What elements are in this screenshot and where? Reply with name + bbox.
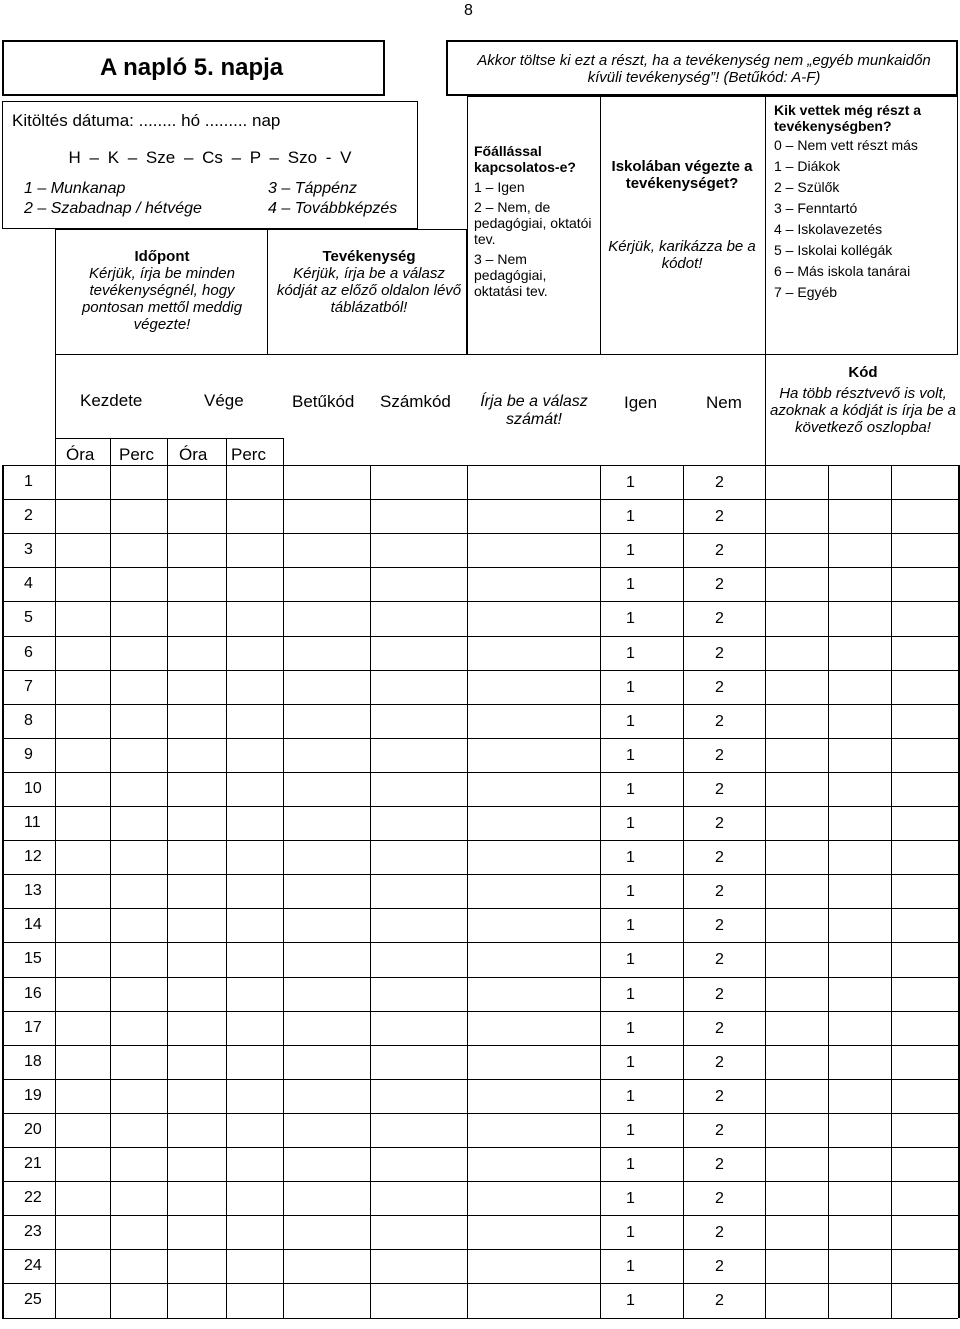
col-ora-1: Óra bbox=[66, 445, 95, 464]
option-igen[interactable]: 1 bbox=[626, 712, 635, 730]
grid-row-line bbox=[2, 772, 958, 773]
option-nem[interactable]: 2 bbox=[715, 1258, 724, 1276]
option-nem[interactable]: 2 bbox=[715, 644, 724, 662]
option-igen[interactable]: 1 bbox=[626, 1258, 635, 1276]
col-kod-title: Kód bbox=[848, 364, 878, 381]
day-type-2: 2 – Szabadnap / hétvége bbox=[24, 200, 202, 217]
tevekenyseg-text: Kérjük, írja be a válasz kódját az előző oldalon lévő táblázatból! bbox=[276, 265, 462, 316]
grid-row-line bbox=[2, 977, 958, 978]
col-kod-block bbox=[770, 364, 956, 436]
day-type-3: 3 – Táppénz bbox=[268, 180, 357, 197]
idopont-text: Kérjük, írja be minden tevékenységnél, hogy pontosan mettől meddig végezte! bbox=[81, 265, 243, 333]
option-nem[interactable]: 2 bbox=[715, 678, 724, 696]
option-nem[interactable]: 2 bbox=[715, 917, 724, 935]
grid-row-line bbox=[2, 840, 958, 841]
date-line[interactable]: Kitöltés dátuma: ........ hó ......... nap bbox=[12, 111, 281, 130]
row-number: 1 bbox=[24, 473, 33, 490]
grid-row-line bbox=[2, 636, 958, 637]
grid-row-line bbox=[2, 1181, 958, 1182]
col-betukod: Betűkód bbox=[292, 392, 355, 411]
col-vege: Vége bbox=[204, 391, 244, 410]
kik-option-6: 6 – Más iskola tanárai bbox=[774, 263, 911, 279]
row-number: 15 bbox=[24, 950, 42, 968]
kik-option-1: 1 – Diákok bbox=[774, 158, 841, 174]
day-type-1: 1 – Munkanap bbox=[24, 180, 126, 197]
foallas-option-1: 1 – Igen bbox=[474, 179, 525, 195]
kik-option-7: 7 – Egyéb bbox=[774, 284, 838, 300]
row-number: 21 bbox=[24, 1155, 42, 1172]
grid-row-line bbox=[2, 942, 958, 943]
option-igen[interactable]: 1 bbox=[626, 815, 635, 832]
right-header-text: Akkor töltse ki ezt a részt, ha a tevékenység nem „egyéb munkaidőn kívüli tevékenység”! (Betűkód: A-F) bbox=[477, 52, 931, 86]
option-igen[interactable]: 1 bbox=[626, 678, 635, 696]
row-number: 6 bbox=[24, 643, 33, 661]
foallas-option-3: 3 – Nem pedagógiai, oktatási tev. bbox=[474, 251, 548, 299]
option-igen[interactable]: 1 bbox=[626, 1190, 635, 1208]
option-igen[interactable]: 1 bbox=[626, 1121, 635, 1139]
idopont-block bbox=[58, 248, 266, 333]
col-szamkod: Számkód bbox=[380, 392, 451, 411]
grid-row-line bbox=[2, 1147, 958, 1148]
grid-row-line bbox=[2, 1249, 958, 1250]
option-igen[interactable]: 1 bbox=[626, 1019, 635, 1037]
col-kezdete: Kezdete bbox=[80, 391, 143, 410]
grid-row-line bbox=[2, 1318, 958, 1319]
option-igen[interactable]: 1 bbox=[626, 610, 635, 628]
option-igen[interactable]: 1 bbox=[626, 1156, 635, 1173]
option-nem[interactable]: 2 bbox=[715, 1190, 724, 1208]
option-nem[interactable]: 2 bbox=[715, 1224, 724, 1242]
foallas-question: Főállással kapcsolatos-e? bbox=[474, 143, 576, 175]
grid-row-line bbox=[2, 806, 958, 807]
row-number: 23 bbox=[24, 1223, 42, 1241]
kik-option-3: 3 – Fenntartó bbox=[774, 200, 858, 216]
page-number: 8 bbox=[464, 2, 473, 19]
grid-row-line bbox=[2, 1215, 958, 1216]
option-nem[interactable]: 2 bbox=[715, 849, 724, 867]
grid-column-line bbox=[226, 465, 227, 1318]
option-nem[interactable]: 2 bbox=[715, 951, 724, 969]
option-igen[interactable]: 1 bbox=[626, 542, 635, 560]
grid-row-line bbox=[2, 567, 958, 568]
grid-row-line bbox=[2, 465, 958, 466]
grid-column-line bbox=[283, 465, 284, 1318]
row-number: 11 bbox=[24, 814, 41, 831]
row-number: 3 bbox=[24, 541, 33, 559]
option-nem[interactable]: 2 bbox=[715, 1121, 724, 1139]
option-nem[interactable]: 2 bbox=[715, 474, 724, 491]
row-number: 20 bbox=[24, 1120, 42, 1138]
col-nem: Nem bbox=[706, 393, 742, 412]
option-igen[interactable]: 1 bbox=[626, 1292, 635, 1310]
tevekenyseg-title: Tevékenység bbox=[322, 248, 416, 265]
row-number: 9 bbox=[24, 745, 33, 763]
option-igen[interactable]: 1 bbox=[626, 576, 635, 594]
grid-column-line bbox=[828, 465, 829, 1318]
option-igen[interactable]: 1 bbox=[626, 883, 635, 901]
col-kod-text: Ha több résztvevő is volt, azoknak a kódját is írja be a következő oszlopba! bbox=[770, 385, 956, 436]
row-number: 12 bbox=[24, 848, 42, 866]
row-number: 4 bbox=[24, 575, 33, 593]
col-igen: Igen bbox=[624, 393, 658, 412]
grid-row-line bbox=[2, 738, 958, 739]
grid-column-line bbox=[110, 465, 111, 1318]
col-ora-2: Óra bbox=[179, 445, 208, 464]
kik-option-4: 4 – Iskolavezetés bbox=[774, 221, 883, 237]
option-igen[interactable]: 1 bbox=[626, 849, 635, 867]
grid-row-line bbox=[2, 704, 958, 705]
grid-column-line bbox=[370, 465, 371, 1318]
option-igen[interactable]: 1 bbox=[626, 917, 635, 935]
foallas-option-2: 2 – Nem, de pedagógiai, oktatói tev. bbox=[474, 199, 592, 247]
grid-row-line bbox=[2, 601, 958, 602]
kik-option-2: 2 – Szülők bbox=[774, 179, 840, 195]
row-number: 22 bbox=[24, 1189, 42, 1207]
option-igen[interactable]: 1 bbox=[626, 1224, 635, 1242]
row-number: 17 bbox=[24, 1018, 42, 1036]
option-nem[interactable]: 2 bbox=[715, 985, 724, 1003]
grid-column-line bbox=[167, 465, 168, 1318]
grid-column-line bbox=[600, 465, 601, 1318]
option-igen[interactable]: 1 bbox=[626, 746, 635, 764]
grid-row-line bbox=[2, 1113, 958, 1114]
iskola-block bbox=[602, 158, 762, 272]
option-nem[interactable]: 2 bbox=[715, 746, 724, 764]
page-title: A napló 5. napja bbox=[100, 54, 284, 81]
tevekenyseg-block bbox=[276, 248, 462, 316]
option-nem[interactable]: 2 bbox=[715, 508, 724, 526]
grid-row-line bbox=[2, 874, 958, 875]
col-irja: Írja be a válasz számát! bbox=[480, 393, 588, 428]
row-number: 25 bbox=[24, 1291, 42, 1309]
grid-row-line bbox=[2, 533, 958, 534]
row-number: 5 bbox=[24, 609, 33, 627]
grid-row-line bbox=[2, 908, 958, 909]
day-type-4: 4 – Továbbképzés bbox=[268, 200, 398, 217]
iskola-question: Iskolában végezte a tevékenységet? bbox=[611, 158, 753, 192]
option-igen[interactable]: 1 bbox=[626, 1053, 635, 1071]
option-nem[interactable]: 2 bbox=[715, 712, 724, 730]
row-number: 14 bbox=[24, 916, 42, 934]
option-igen[interactable]: 1 bbox=[626, 1087, 635, 1105]
grid-row-line bbox=[2, 499, 958, 500]
grid-row-line bbox=[2, 670, 958, 671]
grid-row-line bbox=[2, 1011, 958, 1012]
option-nem[interactable]: 2 bbox=[715, 542, 724, 560]
grid-column-line bbox=[467, 465, 468, 1318]
option-nem[interactable]: 2 bbox=[715, 576, 724, 594]
kik-option-0: 0 – Nem vett részt más bbox=[774, 137, 918, 153]
grid-column-line bbox=[891, 465, 892, 1318]
option-nem[interactable]: 2 bbox=[715, 780, 724, 798]
option-igen[interactable]: 1 bbox=[626, 644, 635, 662]
grid-row-line bbox=[2, 1045, 958, 1046]
option-igen[interactable]: 1 bbox=[626, 780, 635, 798]
option-nem[interactable]: 2 bbox=[715, 883, 724, 901]
row-number: 24 bbox=[24, 1257, 42, 1275]
option-nem[interactable]: 2 bbox=[715, 1156, 724, 1173]
kik-option-5: 5 – Iskolai kollégák bbox=[774, 242, 893, 258]
iskola-text: Kérjük, karikázza be a kódot! bbox=[608, 238, 756, 272]
option-nem[interactable]: 2 bbox=[715, 815, 724, 832]
option-nem[interactable]: 2 bbox=[715, 1053, 724, 1071]
row-number: 13 bbox=[24, 882, 42, 900]
grid-column-line bbox=[683, 465, 684, 1318]
col-perc-1: Perc bbox=[119, 445, 154, 464]
option-nem[interactable]: 2 bbox=[715, 1292, 724, 1310]
option-igen[interactable]: 1 bbox=[626, 508, 635, 526]
kik-block bbox=[774, 102, 954, 300]
foallas-block bbox=[474, 143, 598, 299]
option-nem[interactable]: 2 bbox=[715, 1019, 724, 1037]
grid-row-line bbox=[2, 1283, 958, 1284]
option-nem[interactable]: 2 bbox=[715, 1087, 724, 1105]
option-igen[interactable]: 1 bbox=[626, 985, 635, 1003]
grid-row-line bbox=[2, 1079, 958, 1080]
row-number: 10 bbox=[24, 779, 42, 797]
col-perc-2: Perc bbox=[231, 445, 266, 464]
option-nem[interactable]: 2 bbox=[715, 610, 724, 628]
kik-question: Kik vettek még részt a tevékenységben? bbox=[774, 102, 922, 134]
row-number: 19 bbox=[24, 1086, 42, 1104]
idopont-title: Időpont bbox=[134, 248, 190, 265]
grid-column-line bbox=[765, 465, 766, 1318]
row-number: 8 bbox=[24, 711, 33, 729]
row-number: 2 bbox=[24, 507, 33, 525]
option-igen[interactable]: 1 bbox=[626, 951, 635, 969]
grid-column-line bbox=[55, 465, 56, 1318]
row-number: 16 bbox=[24, 984, 42, 1002]
row-number: 7 bbox=[24, 677, 33, 695]
row-number: 18 bbox=[24, 1052, 42, 1070]
option-igen[interactable]: 1 bbox=[626, 474, 635, 491]
weekday-selector[interactable]: H – K – Sze – Cs – P – Szo - V bbox=[68, 148, 352, 167]
